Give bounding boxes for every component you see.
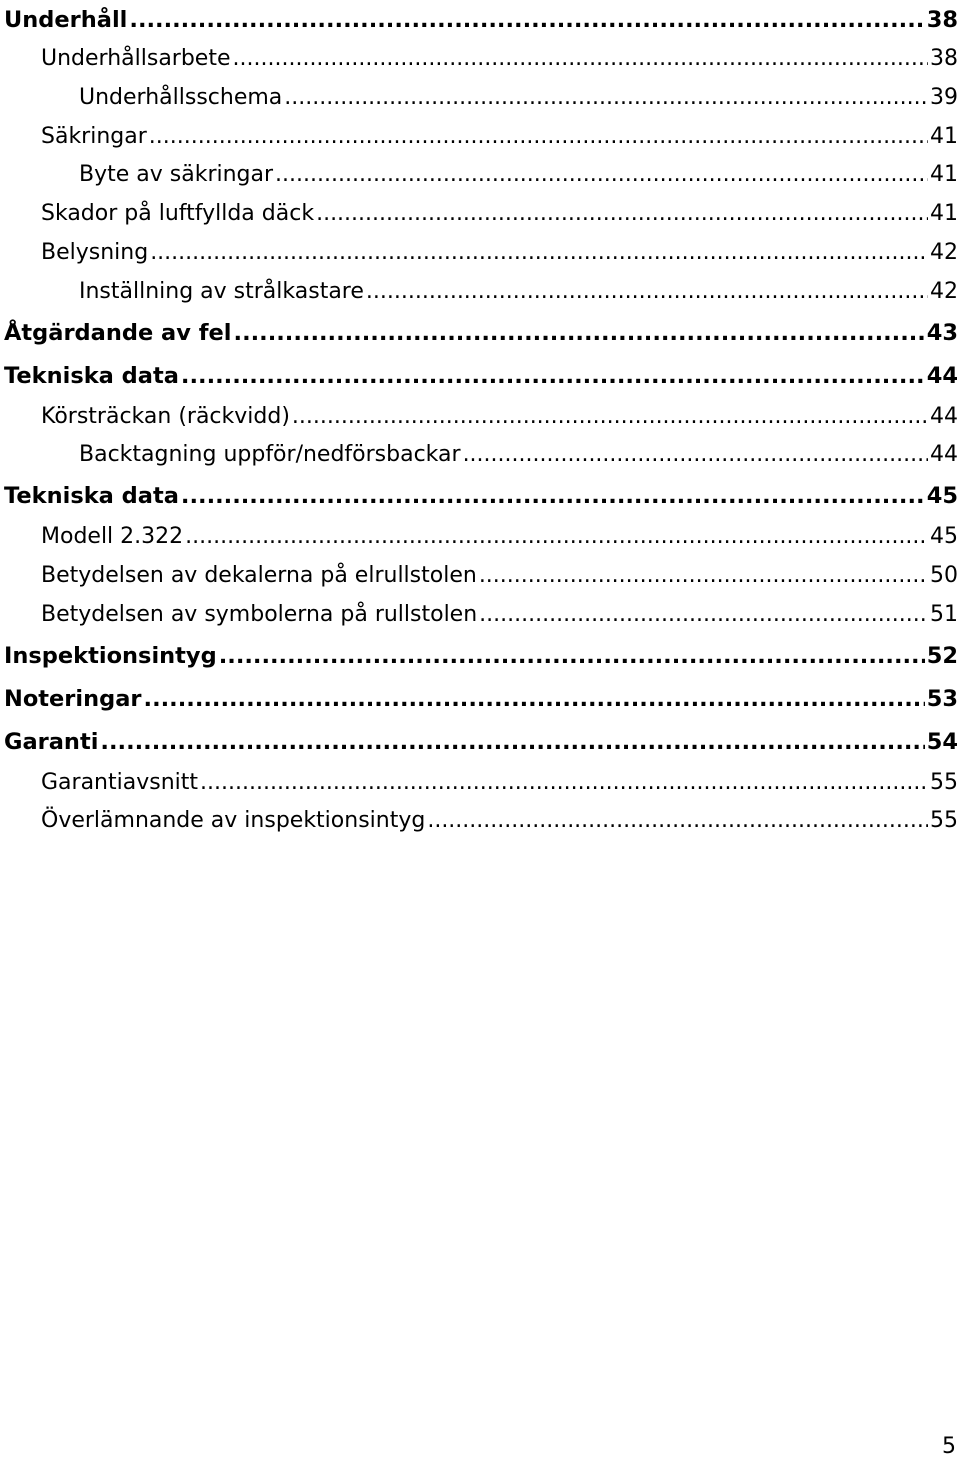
toc-entry-title: Åtgärdande av fel	[4, 319, 232, 346]
dot-leader	[219, 635, 925, 678]
toc-entry	[4, 802, 958, 841]
toc-entry	[4, 312, 958, 355]
toc-entry-page: 39	[930, 84, 958, 110]
toc-entry-title: Körsträckan (räckvidd)	[41, 403, 290, 429]
dot-leader	[200, 764, 928, 803]
toc-entry	[4, 273, 958, 312]
toc-entry	[4, 118, 958, 157]
toc-entry-title: Noteringar	[4, 685, 142, 712]
dot-leader	[316, 195, 928, 234]
dot-leader	[479, 596, 928, 635]
toc-entry-page: 41	[930, 162, 958, 188]
toc-entry	[4, 355, 958, 398]
toc-entry	[4, 764, 958, 803]
toc-entry	[4, 195, 958, 234]
toc-entry-title: Betydelsen av symbolerna på rullstolen	[41, 601, 478, 627]
toc-entry-page: 52	[926, 642, 958, 669]
toc-entry-page: 45	[926, 483, 958, 510]
toc-entry-title: Tekniska data	[4, 483, 179, 510]
dot-leader	[181, 475, 925, 518]
dot-leader	[150, 234, 928, 273]
toc-entry	[4, 436, 958, 475]
toc-entry	[4, 678, 958, 721]
dot-leader	[275, 156, 928, 195]
dot-leader	[233, 40, 928, 79]
dot-leader	[292, 398, 928, 437]
dot-leader	[144, 678, 925, 721]
toc-entry-page: 42	[930, 239, 958, 265]
toc-entry-title: Byte av säkringar	[79, 162, 274, 188]
toc-entry-page: 54	[926, 728, 958, 755]
toc-entry-title: Tekniska data	[4, 362, 179, 389]
toc-entry-title: Skador på luftfyllda däck	[41, 201, 315, 227]
toc-entry-page: 53	[926, 685, 958, 712]
toc-entry-title: Inställning av strålkastare	[79, 278, 364, 304]
toc-entry	[4, 518, 958, 557]
toc-entry-title: Underhållsschema	[79, 84, 283, 110]
toc-entry-page: 42	[930, 278, 958, 304]
dot-leader	[479, 557, 928, 596]
toc-entry	[4, 557, 958, 596]
toc-entry-page: 41	[930, 123, 958, 149]
toc-entry-page: 44	[926, 362, 958, 389]
toc-entry-title: Belysning	[41, 239, 149, 265]
toc-entry	[4, 398, 958, 437]
toc-entry-title: Backtagning uppför/nedförsbackar	[79, 442, 461, 468]
toc-entry	[4, 79, 958, 118]
toc-entry-page: 50	[930, 562, 958, 588]
toc-entry-title: Garantiavsnitt	[41, 769, 199, 795]
toc-entry-title: Underhållsarbete	[41, 46, 231, 71]
page-number: 5	[942, 1434, 956, 1459]
dot-leader	[366, 273, 928, 312]
dot-leader	[129, 0, 924, 40]
dot-leader	[234, 312, 925, 355]
toc-entry	[4, 156, 958, 195]
toc-entry-title: Betydelsen av dekalerna på elrullstolen	[41, 562, 477, 588]
toc-entry-page: 55	[930, 808, 958, 834]
toc-entry	[4, 234, 958, 273]
dot-leader	[284, 79, 928, 118]
toc-entry-page: 45	[930, 524, 958, 550]
toc-entry-page: 44	[930, 403, 958, 429]
dot-leader	[185, 518, 928, 557]
toc-entry-title: Inspektionsintyg	[4, 642, 217, 669]
toc-entry	[4, 40, 958, 79]
toc-entry-page: 55	[930, 769, 958, 795]
toc-entry-page: 38	[926, 7, 958, 33]
dot-leader	[427, 802, 928, 841]
toc-entry-page: 41	[930, 201, 958, 227]
toc-entry-title: Överlämnande av inspektionsintyg	[41, 808, 426, 834]
toc-entry-title: Säkringar	[41, 123, 147, 149]
toc-entry-title: Modell 2.322	[41, 524, 184, 550]
toc-entry-title: Underhåll	[4, 7, 128, 33]
dot-leader	[100, 721, 924, 764]
toc-entry	[4, 596, 958, 635]
toc-entry-page: 38	[930, 46, 958, 71]
toc-entry-title: Garanti	[4, 728, 99, 755]
toc-entry	[4, 0, 958, 40]
table-of-contents	[4, 0, 958, 841]
toc-entry	[4, 635, 958, 678]
toc-entry	[4, 721, 958, 764]
toc-entry-page: 44	[930, 442, 958, 468]
toc-entry-page: 51	[930, 601, 958, 627]
dot-leader	[181, 355, 925, 398]
dot-leader	[463, 436, 928, 475]
toc-entry	[4, 475, 958, 518]
toc-entry-page: 43	[926, 319, 958, 346]
dot-leader	[149, 118, 928, 157]
